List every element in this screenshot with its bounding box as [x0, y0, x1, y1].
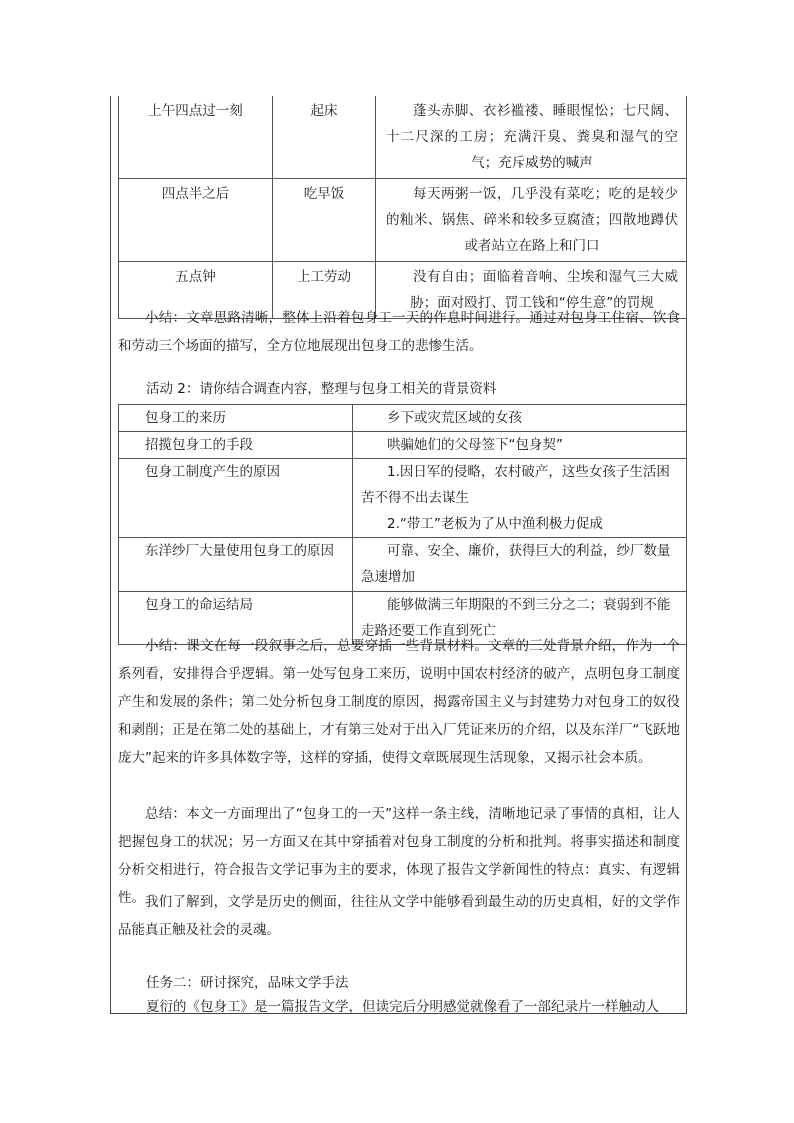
table-row [119, 538, 687, 592]
detail-cell: 每天两粥一饭，几乎没有菜吃；吃的是较少的籼米、锅焦、碎米和较多豆腐渣；四散地蹲伏或者站立在路上和门口 [376, 179, 687, 262]
table-row [119, 405, 687, 432]
summary-1: 小结：文章思路清晰，整体上沿着包身工一天的作息时间进行。通过对包身工住宿、饮食和劳动三个场面的描写，全方位地展现出包身工的悲惨生活。 [118, 310, 680, 354]
time-cell: 四点半之后 [119, 179, 273, 262]
value-cell: 乡下或灾荒区域的女孩 [353, 405, 687, 432]
value-cell: 可靠、安全、廉价，获得巨大的利益，纱厂数量急速增加 [353, 538, 687, 592]
background-table [118, 404, 687, 645]
reflection: 我们了解到，文学是历史的侧面，往往从文学中能够看到最生动的历史真相，好的文学作品能真正触及社会的灵魂。 [118, 894, 680, 938]
value-cell: 1.因日军的侵略，农村破产，这些女孩子生活困苦不得不出去谋生 2.“带工”老板为了从中渔利极力促成 [353, 459, 687, 538]
table-row [119, 459, 687, 538]
activity-cell: 吃早饭 [273, 179, 376, 262]
key-cell: 包身工的来历 [119, 405, 353, 432]
key-cell: 包身工的命运结局 [119, 592, 353, 645]
schedule-table [118, 96, 687, 319]
activity-2-title: 活动 2：请你结合调查内容，整理与包身工相关的背景资料 [146, 381, 497, 397]
summary-2: 小结：课文在每一段叙事之后，总要穿插一些背景材料。文章的三处背景介绍，作为一个系列看，安排得合乎逻辑。第一处写包身工来历，说明中国农村经济的破产，点明包身工制度产生和发展的条件；第二处分析包身工制度的原因，揭露帝国主义与封建势力对包身工的奴役和剥削；正是在第二处的基础上，才有第三处对于出入厂凭证来历的介绍，以及东洋厂“飞跃地庞大”起来的许多具体数字等，这样的穿插，使得文章既展现生活现象，又揭示社会本质。 [118, 638, 680, 766]
conclusion: 总结：本文一方面理出了“包身工的一天”这样一条主线，清晰地记录了事情的真相，让人把握包身工的状况；另一方面又在其中穿插着对包身工制度的分析和批判。将事实描述和制度分析交相进行，符合报告文学记事为主的要求，体现了报告文学新闻性的特点：真实、有逻辑性。 [118, 806, 680, 906]
task-2-title: 任务二：研讨探究，品味文学手法 [146, 975, 349, 991]
task-2-text: 夏衍的《包身工》是一篇报告文学，但读完后分明感觉就像看了一部纪录片一样触动人 [146, 999, 659, 1015]
detail-cell: 蓬头赤脚、衣衫褴褛、睡眼惺忪；七尺阔、十二尺深的工房；充满汗臭、粪臭和湿气的空气；充斥威势的喊声 [376, 96, 687, 179]
table-row [119, 179, 687, 262]
activity-cell: 起床 [273, 96, 376, 179]
activity-cell: 上工劳动 [273, 262, 376, 319]
value-cell: 能够做满三年期限的不到三分之二；衰弱到不能走路还要工作直到死亡 [353, 592, 687, 645]
key-cell: 招揽包身工的手段 [119, 432, 353, 459]
detail-cell: 没有自由；面临着音响、尘埃和湿气三大威胁；面对殴打、罚工钱和“停生意”的罚规 [376, 262, 687, 319]
value-cell: 哄骗她们的父母签下“包身契” [353, 432, 687, 459]
time-cell: 上午四点过一刻 [119, 96, 273, 179]
key-cell: 东洋纱厂大量使用包身工的原因 [119, 538, 353, 592]
table-row [119, 432, 687, 459]
key-cell: 包身工制度产生的原因 [119, 459, 353, 538]
table-row [119, 96, 687, 179]
time-cell: 五点钟 [119, 262, 273, 319]
